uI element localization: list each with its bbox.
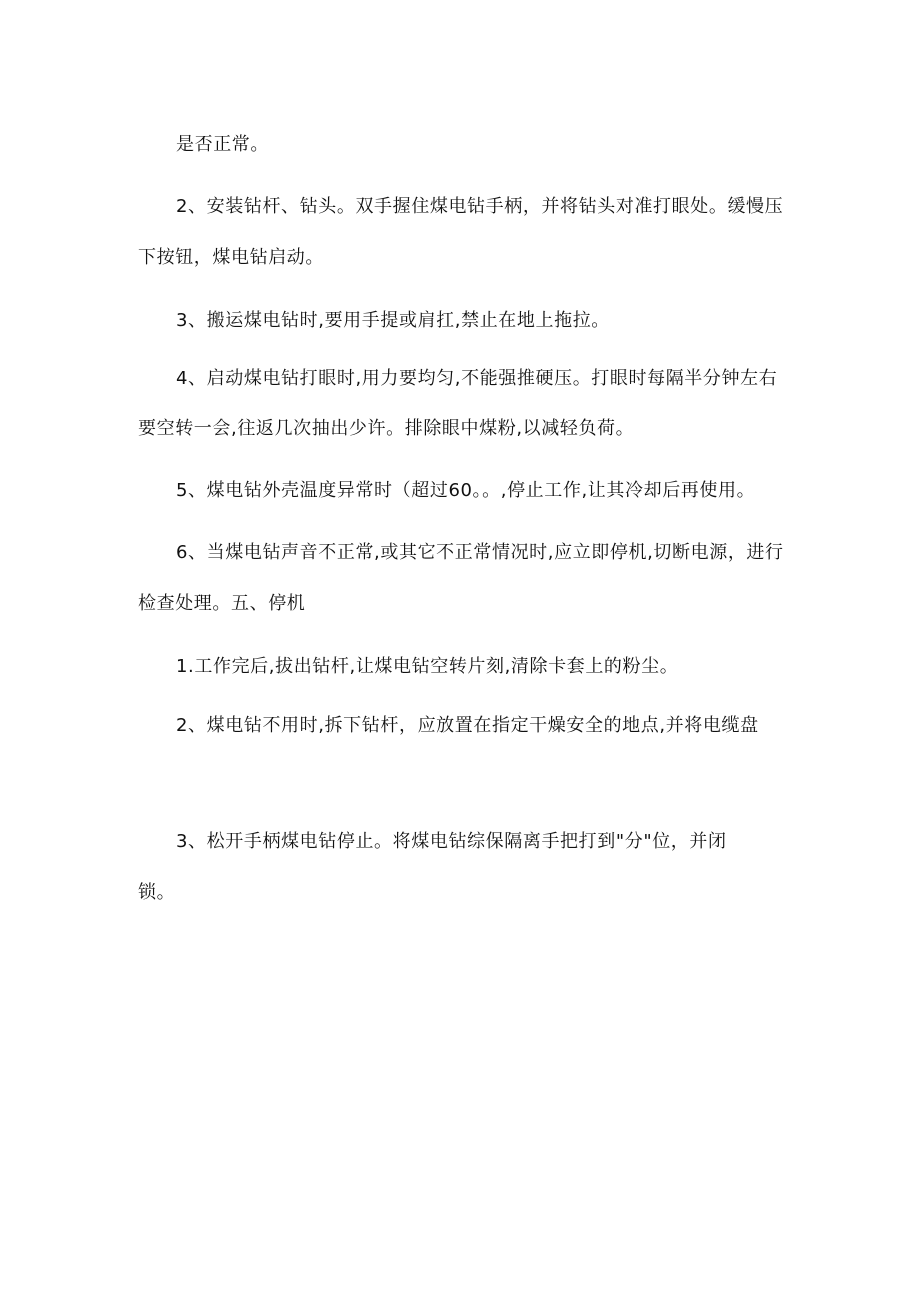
text-line-2: 2、安装钻杆、钻头。双手握住煤电钻手柄，并将钻头对准打眼处。缓慢压: [176, 196, 784, 217]
text-line-4: 3、搬运煤电钻时,要用手提或肩扛,禁止在地上拖拉。: [176, 310, 610, 331]
text-line-9: 检查处理。五、停机: [138, 593, 306, 614]
text-line-6: 要空转一会,往返几次抽出少许。排除眼中煤粉,以减轻负荷。: [138, 418, 635, 439]
text-line-5: 4、启动煤电钻打眼时,用力要均匀,不能强推硬压。打眼时每隔半分钟左右: [176, 368, 778, 389]
text-line-10: 1.工作完后,拔出钻杆,让煤电钻空转片刻,清除卡套上的粉尘。: [176, 656, 679, 677]
text-line-13: 锁。: [138, 882, 176, 903]
text-line-1: 是否正常。: [176, 134, 269, 155]
text-line-7: 5、煤电钻外壳温度异常时（超过60。。,停止工作,让其冷却后再使用。: [176, 480, 756, 501]
text-line-11: 2、煤电钻不用时,拆下钻杆，应放置在指定干燥安全的地点,并将电缆盘: [176, 715, 759, 736]
text-line-3: 下按钮，煤电钻启动。: [138, 247, 324, 268]
text-line-8: 6、当煤电钻声音不正常,或其它不正常情况时,应立即停机,切断电源，进行: [176, 542, 784, 563]
text-line-12: 3、松开手柄煤电钻停止。将煤电钻综保隔离手把打到"分"位，并闭: [176, 831, 727, 852]
